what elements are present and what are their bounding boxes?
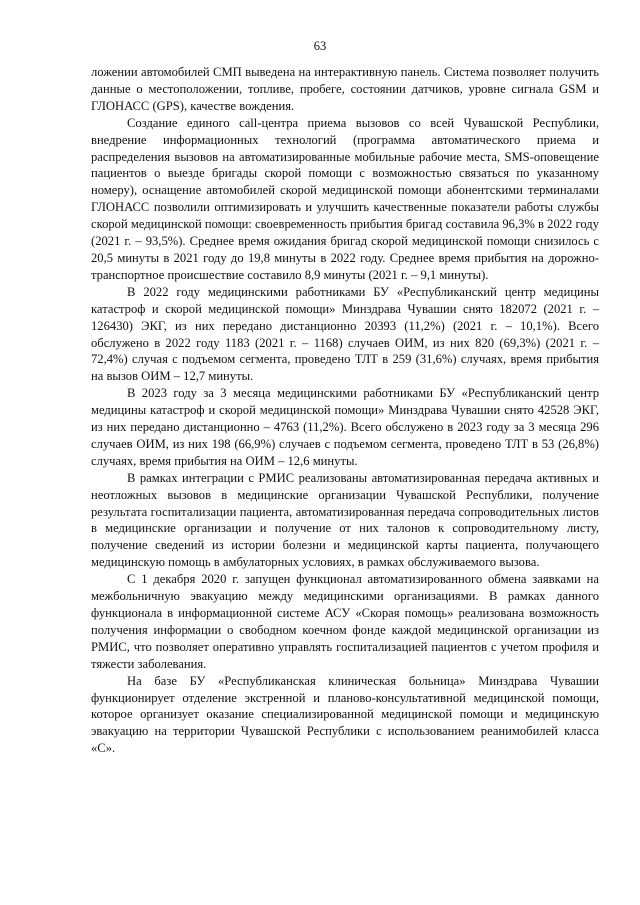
page-number: 63: [313, 39, 327, 53]
paragraph-3: В 2022 году медицинскими работниками БУ «Республиканский центр медицины катастроф и скорой медицинской помощи» Минздрава Чувашии снято 182072 (2021 г. – 126430) ЭКГ, из них передано дистанционно 20393 (11,2%) (2021 г. – 10,1%). Всего обслужено в 2022 году 1183 (2021 г. – 1168) случаев ОИМ, из них 820 (69,3%) (2021 г. – 72,4%) случая с подъемом сегмента, проведено ТЛТ в 259 (31,6%) случаях, время прибытия на вызов ОИМ – 12,7 минуты.: [91, 284, 599, 384]
paragraph-2: Создание единого call-центра приема вызовов со всей Чувашской Республики, внедрение информационных технологий (программа автоматического приема и распределения вызовов на автоматизированные мобильные рабочие места, SMS-оповещение пациентов о выезде бригады скорой помощи с возможностью связаться по указанному номеру), оснащение автомобилей скорой медицинской помощи абонентскими терминалами ГЛОНАСС позволили оптимизировать и улучшить качественные показатели работы службы скорой медицинской помощи: своевременность прибытия бригад составила 96,3% в 2022 году (2021 г. – 93,5%). Среднее время ожидания бригад скорой медицинской помощи снизилось с 20,5 минуты в 2021 году до 19,8 минуты в 2022 году. Среднее время прибытия на дорожно-транспортное происшествие составило 8,9 минуты (2021 г. – 9,1 минуты).: [91, 115, 599, 282]
body-text: [91, 64, 599, 757]
paragraph-6: С 1 декабря 2020 г. запущен функционал автоматизированного обмена заявками на межбольничную эвакуацию между медицинскими организациями. В рамках данного функционала в информационной системе АСУ «Скорая помощь» реализована возможность получения информации о свободном коечном фонде каждой медицинской организации из РМИС, что позволяет оперативно управлять госпитализацией пациентов с учетом профиля и тяжести заболевания.: [91, 572, 599, 671]
paragraph-1: ложении автомобилей СМП выведена на интерактивную панель. Система позволяет получить данные о местоположении, топливе, пробеге, состоянии датчиков, уровне сигнала GSM и ГЛОНАСС (GPS), качестве вождения.: [91, 65, 599, 113]
paragraph-5: В рамках интеграции с РМИС реализованы автоматизированная передача активных и неотложных вызовов в медицинские организации Чувашской Республики, получение результата госпитализации пациента, автоматизированная передача сопроводительных листов в медицинские организации и получение от них талонов к сопроводительному листу, получение сведений из истории болезни и медицинской карты пациента, получающего медицинскую помощь в амбулаторных условиях, в рамках обслуживаемого вызова.: [91, 470, 599, 570]
paragraph-4: В 2023 году за 3 месяца медицинскими работниками БУ «Республиканский центр медицины катастроф и скорой медицинской помощи» Минздрава Чувашии снято 42528 ЭКГ, из них передано дистанционно – 4763 (11,2%). Всего обслужено в 2023 году за 3 месяца 296 случаев ОИМ, из них 198 (66,9%) случаев с подъемом сегмента, проведено ТЛТ в 53 (26,8%) случаях, время прибытия на ОИМ – 12,6 минуты.: [91, 386, 599, 468]
paragraph-7: На базе БУ «Республиканская клиническая больница» Минздрава Чувашии функционирует отделение экстренной и планово-консультативной медицинской помощи, которое организует оказание специализированной медицинской помощи и медицинскую эвакуацию на территории Чувашской Республики с использованием реанимобилей класса «С».: [91, 673, 599, 756]
